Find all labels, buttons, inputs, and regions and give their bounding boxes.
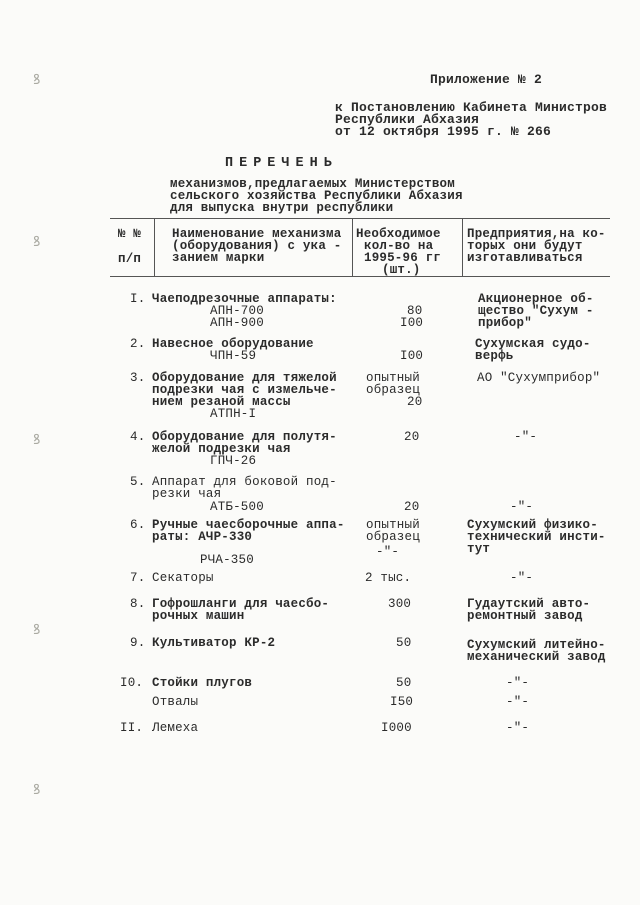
- row-num: I.: [130, 292, 146, 306]
- row-name: Аппарат для боковой под-: [152, 475, 337, 489]
- row-name: Оборудование для тяжелой: [152, 371, 337, 385]
- row-num: 6.: [130, 518, 146, 532]
- row-num: I0.: [120, 676, 144, 690]
- row-num: 4.: [130, 430, 146, 444]
- row-qty: -"-: [376, 545, 400, 559]
- row-name: подрезки чая с измельче-: [152, 383, 337, 397]
- header-qty: Необходимое: [356, 227, 441, 241]
- row-qty: опытный: [366, 371, 420, 385]
- row-num: 8.: [130, 597, 146, 611]
- row-maker: щество "Сухум -: [478, 304, 594, 318]
- row-maker: прибор": [478, 316, 532, 330]
- subtitle-line: сельского хозяйства Республики Абхазия: [170, 189, 463, 203]
- row-name: АТПН-I: [210, 407, 257, 421]
- row-qty: 2 тыс.: [365, 571, 412, 585]
- row-maker: -"-: [510, 500, 534, 514]
- row-name: Гофрошланги для чаесбо-: [152, 597, 330, 611]
- header-num: № №: [118, 227, 142, 241]
- row-name: Лемеха: [152, 721, 199, 735]
- row-maker: ремонтный завод: [467, 609, 583, 623]
- row-qty: опытный: [366, 518, 420, 532]
- row-name: нием резаной массы: [152, 395, 291, 409]
- row-maker: -"-: [514, 430, 538, 444]
- row-qty: 20: [407, 395, 423, 409]
- row-num: 9.: [130, 636, 146, 650]
- margin-mark-icon: ꝸ: [33, 432, 41, 448]
- row-qty: 20: [404, 500, 420, 514]
- header-qty: 1995-96 гг: [364, 251, 442, 265]
- header-num: п/п: [118, 252, 142, 266]
- header-name: (оборудования) с ука -: [172, 239, 342, 253]
- row-maker: тут: [467, 542, 491, 556]
- row-name: Культиватор КР-2: [152, 636, 276, 650]
- row-qty: 20: [404, 430, 420, 444]
- row-qty: 300: [388, 597, 412, 611]
- row-name: ЧПН-59: [210, 349, 257, 363]
- header-qty: кол-во на: [364, 239, 434, 253]
- margin-mark-icon: ꝸ: [33, 72, 41, 88]
- row-maker: механический завод: [467, 650, 606, 664]
- header-name: занием марки: [172, 251, 265, 265]
- row-qty: образец: [366, 530, 420, 544]
- resolution-line: Республики Абхазия: [335, 112, 480, 127]
- row-num: 5.: [130, 475, 146, 489]
- row-maker: -"-: [510, 571, 534, 585]
- row-maker: Акционерное об-: [478, 292, 594, 306]
- row-qty: I00: [400, 349, 424, 363]
- row-maker: АО "Сухумприбор": [477, 371, 601, 385]
- document-title: ПЕРЕЧЕНЬ: [225, 156, 338, 171]
- row-name: Ручные чаесборочные аппа-: [152, 518, 345, 532]
- row-maker: Сухумский литейно-: [467, 638, 606, 652]
- row-name: АПН-700: [210, 304, 264, 318]
- row-name: АПН-900: [210, 316, 264, 330]
- row-qty: I00: [400, 316, 424, 330]
- table-divider: [154, 218, 155, 276]
- row-qty: I50: [390, 695, 414, 709]
- appendix-label: Приложение № 2: [430, 72, 543, 87]
- header-maker: изготавливаться: [467, 251, 583, 265]
- row-maker: технический инсти-: [467, 530, 606, 544]
- resolution-line: к Постановлению Кабинета Министров: [335, 100, 608, 115]
- table-divider: [352, 218, 353, 276]
- row-maker: Сухумская судо-: [475, 337, 591, 351]
- header-maker: Предприятия,на ко-: [467, 227, 606, 241]
- row-maker: -"-: [506, 695, 530, 709]
- header-qty: (шт.): [382, 263, 421, 277]
- row-name: резки чая: [152, 487, 222, 501]
- row-name: раты: АЧР-330: [152, 530, 253, 544]
- row-qty: образец: [366, 383, 420, 397]
- row-name: Секаторы: [152, 571, 214, 585]
- header-name: Наименование механизма: [172, 227, 342, 241]
- margin-mark-icon: ꝸ: [33, 234, 41, 250]
- row-name: РЧА-350: [200, 553, 254, 567]
- row-num: 2.: [130, 337, 146, 351]
- subtitle-line: для выпуска внутри республики: [170, 201, 394, 215]
- row-name: Отвалы: [152, 695, 199, 709]
- row-name: Навесное оборудование: [152, 337, 314, 351]
- subtitle-line: механизмов,предлагаемых Министерством: [170, 177, 455, 191]
- row-maker: -"-: [506, 676, 530, 690]
- row-name: Стойки плугов: [152, 676, 253, 690]
- resolution-line: от 12 октября 1995 г. № 266: [335, 124, 552, 139]
- header-maker: торых они будут: [467, 239, 583, 253]
- row-name: АТБ-500: [210, 500, 264, 514]
- row-qty: I000: [381, 721, 412, 735]
- row-name: рочных машин: [152, 609, 245, 623]
- row-qty: 80: [407, 304, 423, 318]
- row-num: 7.: [130, 571, 146, 585]
- row-maker: Сухумский физико-: [467, 518, 598, 532]
- row-name: ГПЧ-26: [210, 454, 257, 468]
- row-maker: -"-: [506, 721, 530, 735]
- row-name: желой подрезки чая: [152, 442, 291, 456]
- row-num: II.: [120, 721, 144, 735]
- row-qty: 50: [396, 636, 412, 650]
- table-rule: [110, 218, 610, 219]
- row-name: Оборудование для полутя-: [152, 430, 337, 444]
- table-rule: [110, 276, 610, 277]
- row-maker: Гудаутский авто-: [467, 597, 591, 611]
- row-name: Чаеподрезочные аппараты:: [152, 292, 337, 306]
- row-num: 3.: [130, 371, 146, 385]
- row-maker: верфь: [475, 349, 514, 363]
- row-qty: 50: [396, 676, 412, 690]
- margin-mark-icon: ꝸ: [33, 622, 41, 638]
- margin-mark-icon: ꝸ: [33, 782, 41, 798]
- table-divider: [462, 218, 463, 276]
